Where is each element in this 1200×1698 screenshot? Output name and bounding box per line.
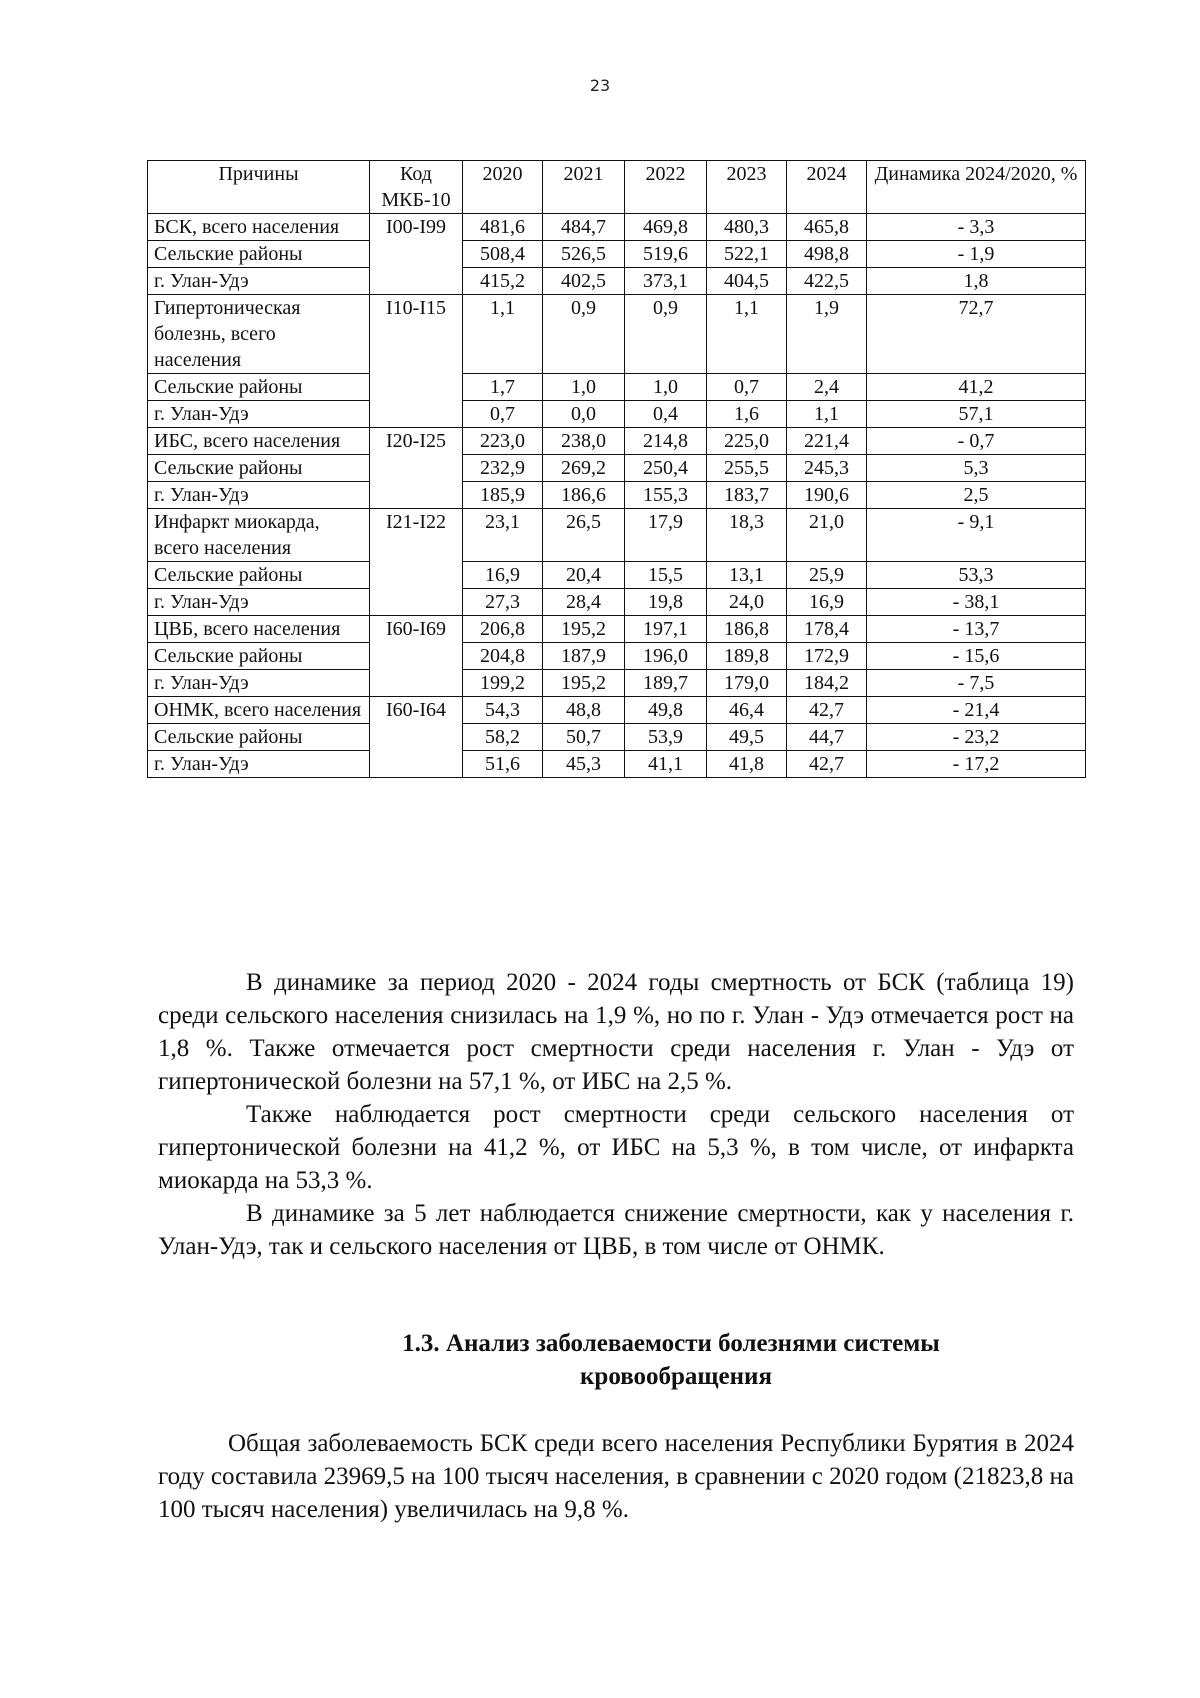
header-cell: 2021 (543, 161, 625, 214)
table-row (148, 268, 1086, 295)
value-cell: 238,0 (543, 428, 625, 455)
table-row (148, 751, 1086, 778)
value-cell: 49,8 (625, 697, 707, 724)
value-cell: 24,0 (707, 589, 787, 616)
value-cell: 2,4 (787, 374, 867, 401)
value-cell: 187,9 (543, 643, 625, 670)
value-cell: 179,0 (707, 670, 787, 697)
header-cell: 2024 (787, 161, 867, 214)
table-row (148, 697, 1086, 724)
value-cell: 0,7 (707, 374, 787, 401)
value-cell: 15,5 (625, 562, 707, 589)
header-cell: Код МКБ-10 (370, 161, 463, 214)
value-cell: 189,7 (625, 670, 707, 697)
page-number: 23 (589, 76, 611, 95)
value-cell: 172,9 (787, 643, 867, 670)
row-label: Гипертоническая болезнь, всего населения (148, 295, 370, 374)
value-cell: 422,5 (787, 268, 867, 295)
value-cell: 195,2 (543, 616, 625, 643)
row-label: г. Улан-Удэ (148, 751, 370, 778)
icd-code-cell: I00-I99 (370, 214, 463, 295)
header-cell: Динамика 2024/2020, % (867, 161, 1086, 214)
value-cell: 1,6 (707, 401, 787, 428)
value-cell: 469,8 (625, 214, 707, 241)
value-cell: 46,4 (707, 697, 787, 724)
table-row (148, 374, 1086, 401)
value-cell: 19,8 (625, 589, 707, 616)
value-cell: 465,8 (787, 214, 867, 241)
value-cell: 1,0 (543, 374, 625, 401)
section-heading-line: кровообращения (580, 1363, 772, 1390)
value-cell: 189,8 (707, 643, 787, 670)
value-cell: 13,1 (707, 562, 787, 589)
value-cell: 0,0 (543, 401, 625, 428)
value-cell: 269,2 (543, 455, 625, 482)
value-cell: 0,4 (625, 401, 707, 428)
value-cell: 41,1 (625, 751, 707, 778)
value-cell: 197,1 (625, 616, 707, 643)
value-cell: 250,4 (625, 455, 707, 482)
table-row (148, 724, 1086, 751)
row-label: Сельские районы (148, 455, 370, 482)
paragraph: В динамике за период 2020 - 2024 годы смертность от БСК (таблица 19) среди сельского населения снизилась на 1,9 %, но по г. Улан - Удэ отмечается рост на 1,8 %. Также отмечается рост смертности среди населения г. Улан - Удэ от гипертонической болезни на 57,1 %, от ИБС на 2,5 %. (158, 969, 1074, 1095)
dynamics-cell: - 23,2 (867, 724, 1086, 751)
value-cell: 185,9 (463, 482, 543, 509)
value-cell: 1,1 (463, 295, 543, 374)
value-cell: 26,5 (543, 509, 625, 562)
value-cell: 481,6 (463, 214, 543, 241)
value-cell: 498,8 (787, 241, 867, 268)
value-cell: 404,5 (707, 268, 787, 295)
dynamics-cell: 57,1 (867, 401, 1086, 428)
row-label: Сельские районы (148, 724, 370, 751)
value-cell: 526,5 (543, 241, 625, 268)
value-cell: 245,3 (787, 455, 867, 482)
value-cell: 45,3 (543, 751, 625, 778)
value-cell: 178,4 (787, 616, 867, 643)
dynamics-cell: - 13,7 (867, 616, 1086, 643)
table-row (148, 643, 1086, 670)
row-label: Сельские районы (148, 643, 370, 670)
section-heading-line: 1.3. Анализ заболеваемости болезнями системы (402, 1330, 940, 1357)
row-label: Инфаркт миокарда, всего населения (148, 509, 370, 562)
value-cell: 58,2 (463, 724, 543, 751)
value-cell: 0,7 (463, 401, 543, 428)
table-row (148, 241, 1086, 268)
row-label: г. Улан-Удэ (148, 589, 370, 616)
value-cell: 51,6 (463, 751, 543, 778)
value-cell: 54,3 (463, 697, 543, 724)
dynamics-cell: - 21,4 (867, 697, 1086, 724)
dynamics-cell: - 15,6 (867, 643, 1086, 670)
table-row (148, 428, 1086, 455)
row-label: ИБС, всего населения (148, 428, 370, 455)
icd-code-cell: I10-I15 (370, 295, 463, 428)
value-cell: 0,9 (543, 295, 625, 374)
icd-code-cell: I60-I64 (370, 697, 463, 778)
value-cell: 25,9 (787, 562, 867, 589)
value-cell: 225,0 (707, 428, 787, 455)
table-row (148, 509, 1086, 562)
value-cell: 28,4 (543, 589, 625, 616)
mortality-table (147, 160, 1086, 778)
dynamics-cell: - 3,3 (867, 214, 1086, 241)
value-cell: 16,9 (463, 562, 543, 589)
row-label: г. Улан-Удэ (148, 268, 370, 295)
value-cell: 49,5 (707, 724, 787, 751)
header-cell: 2023 (707, 161, 787, 214)
dynamics-cell: - 17,2 (867, 751, 1086, 778)
value-cell: 44,7 (787, 724, 867, 751)
paragraph: Также наблюдается рост смертности среди сельского населения от гипертонической болезни на 41,2 %, от ИБС на 5,3 %, в том числе, от инфаркта миокарда на 53,3 %. (158, 1101, 1074, 1194)
table-row (148, 482, 1086, 509)
table-row (148, 589, 1086, 616)
dynamics-cell: - 1,9 (867, 241, 1086, 268)
table-row (148, 214, 1086, 241)
header-cell: Причины (148, 161, 370, 214)
value-cell: 196,0 (625, 643, 707, 670)
value-cell: 519,6 (625, 241, 707, 268)
dynamics-cell: 72,7 (867, 295, 1086, 374)
value-cell: 199,2 (463, 670, 543, 697)
value-cell: 1,0 (625, 374, 707, 401)
value-cell: 186,8 (707, 616, 787, 643)
table-row (148, 562, 1086, 589)
value-cell: 1,7 (463, 374, 543, 401)
value-cell: 18,3 (707, 509, 787, 562)
value-cell: 232,9 (463, 455, 543, 482)
dynamics-cell: 1,8 (867, 268, 1086, 295)
value-cell: 206,8 (463, 616, 543, 643)
row-label: г. Улан-Удэ (148, 482, 370, 509)
value-cell: 155,3 (625, 482, 707, 509)
table-row (148, 295, 1086, 374)
value-cell: 373,1 (625, 268, 707, 295)
body-text-final (158, 1427, 1074, 1526)
value-cell: 190,6 (787, 482, 867, 509)
value-cell: 1,1 (787, 401, 867, 428)
value-cell: 221,4 (787, 428, 867, 455)
dynamics-cell: 53,3 (867, 562, 1086, 589)
value-cell: 0,9 (625, 295, 707, 374)
body-text (158, 966, 1074, 1263)
dynamics-cell: - 7,5 (867, 670, 1086, 697)
value-cell: 53,9 (625, 724, 707, 751)
dynamics-cell: 41,2 (867, 374, 1086, 401)
dynamics-cell: 5,3 (867, 455, 1086, 482)
table-row (148, 455, 1086, 482)
dynamics-cell: - 38,1 (867, 589, 1086, 616)
row-label: Сельские районы (148, 374, 370, 401)
value-cell: 214,8 (625, 428, 707, 455)
section-heading (158, 1327, 1074, 1393)
row-label: ЦВБ, всего населения (148, 616, 370, 643)
row-label: Сельские районы (148, 241, 370, 268)
value-cell: 1,1 (707, 295, 787, 374)
table-body (148, 214, 1086, 778)
value-cell: 195,2 (543, 670, 625, 697)
value-cell: 415,2 (463, 268, 543, 295)
header-cell: 2020 (463, 161, 543, 214)
value-cell: 204,8 (463, 643, 543, 670)
table-row (148, 401, 1086, 428)
table-row (148, 670, 1086, 697)
table-row (148, 616, 1086, 643)
value-cell: 186,6 (543, 482, 625, 509)
paragraph: В динамике за 5 лет наблюдается снижение смертности, как у населения г. Улан-Удэ, так и сельского населения от ЦВБ, в том числе от ОНМК. (158, 1200, 1074, 1260)
value-cell: 48,8 (543, 697, 625, 724)
value-cell: 183,7 (707, 482, 787, 509)
value-cell: 484,7 (543, 214, 625, 241)
value-cell: 480,3 (707, 214, 787, 241)
value-cell: 50,7 (543, 724, 625, 751)
header-cell: 2022 (625, 161, 707, 214)
dynamics-cell: - 9,1 (867, 509, 1086, 562)
dynamics-cell: 2,5 (867, 482, 1086, 509)
value-cell: 42,7 (787, 751, 867, 778)
value-cell: 184,2 (787, 670, 867, 697)
value-cell: 27,3 (463, 589, 543, 616)
icd-code-cell: I20-I25 (370, 428, 463, 509)
value-cell: 508,4 (463, 241, 543, 268)
value-cell: 17,9 (625, 509, 707, 562)
icd-code-cell: I60-I69 (370, 616, 463, 697)
row-label: г. Улан-Удэ (148, 670, 370, 697)
value-cell: 42,7 (787, 697, 867, 724)
value-cell: 16,9 (787, 589, 867, 616)
value-cell: 522,1 (707, 241, 787, 268)
value-cell: 23,1 (463, 509, 543, 562)
table-header-row (148, 161, 1086, 214)
value-cell: 1,9 (787, 295, 867, 374)
dynamics-cell: - 0,7 (867, 428, 1086, 455)
value-cell: 402,5 (543, 268, 625, 295)
icd-code-cell: I21-I22 (370, 509, 463, 616)
value-cell: 41,8 (707, 751, 787, 778)
value-cell: 21,0 (787, 509, 867, 562)
row-label: Сельские районы (148, 562, 370, 589)
value-cell: 20,4 (543, 562, 625, 589)
paragraph: Общая заболеваемость БСК среди всего населения Республики Бурятия в 2024 году составила 23969,5 на 100 тысяч населения, в сравнении с 2020 годом (21823,8 на 100 тысяч населения) увеличилась на 9,8 %. (158, 1430, 1074, 1523)
value-cell: 223,0 (463, 428, 543, 455)
row-label: БСК, всего населения (148, 214, 370, 241)
row-label: ОНМК, всего населения (148, 697, 370, 724)
row-label: г. Улан-Удэ (148, 401, 370, 428)
value-cell: 255,5 (707, 455, 787, 482)
